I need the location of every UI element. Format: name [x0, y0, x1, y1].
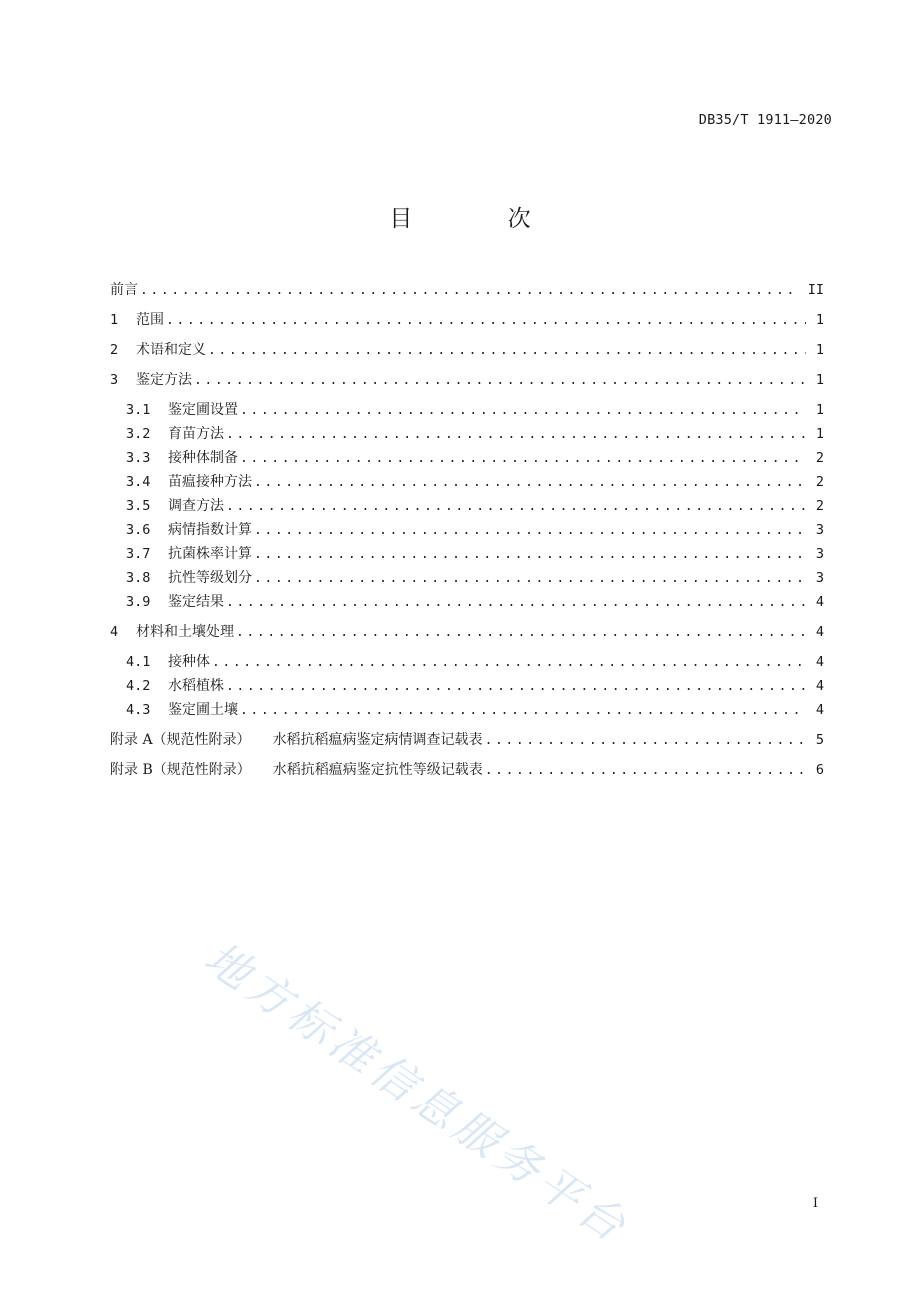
toc-leader-dots: [226, 675, 806, 699]
toc-leader-dots: [254, 471, 806, 495]
toc-page-number: 2: [815, 498, 824, 514]
toc-entry-label: 鉴定圃土壤: [168, 702, 238, 718]
toc-entry-3-5[interactable]: [110, 494, 824, 518]
toc-appendix-prefix: 附录 A（规范性附录）: [110, 732, 251, 748]
toc-entry-number: 2: [110, 342, 119, 358]
document-code: DB35/T 1911—2020: [698, 112, 832, 128]
page-title: 目 次: [389, 206, 575, 232]
toc-page-number: 4: [815, 624, 824, 640]
toc-entry-number: 3.8: [126, 570, 151, 586]
toc-entry-label: 抗菌株率计算: [168, 546, 252, 562]
toc-leader-dots: [485, 759, 806, 783]
toc-page-number: 2: [815, 474, 824, 490]
toc-entry-number: 3.3: [126, 450, 151, 466]
toc-entry-label: 鉴定圃设置: [168, 402, 238, 418]
toc-entry-terms[interactable]: [110, 338, 824, 362]
toc-page-number: 4: [815, 702, 824, 718]
toc-entry-3-3[interactable]: [110, 446, 824, 470]
toc-entry-label: 术语和定义: [136, 342, 206, 358]
toc-page-number: 3: [815, 522, 824, 538]
table-of-contents: [110, 278, 824, 782]
toc-entry-materials[interactable]: [110, 620, 824, 644]
toc-entry-4-3[interactable]: [110, 698, 824, 722]
toc-entry-label: 苗瘟接种方法: [168, 474, 252, 490]
toc-entry-label: 病情指数计算: [168, 522, 252, 538]
toc-entry-scope[interactable]: [110, 308, 824, 332]
toc-entry-appendix-b[interactable]: [110, 758, 824, 782]
toc-page-number: 1: [815, 426, 824, 442]
toc-entry-label: 水稻抗稻瘟病鉴定病情调查记载表: [272, 732, 483, 748]
toc-entry-3-8[interactable]: [110, 566, 824, 590]
toc-entry-label: 鉴定结果: [168, 594, 224, 610]
toc-entry-label: 鉴定方法: [136, 372, 192, 388]
toc-leader-dots: [212, 651, 806, 675]
toc-entry-number: 3.6: [126, 522, 151, 538]
toc-entry-label: 水稻抗稻瘟病鉴定抗性等级记载表: [272, 762, 483, 778]
toc-entry-3-4[interactable]: [110, 470, 824, 494]
toc-page-number: 4: [815, 654, 824, 670]
page-number: I: [812, 1196, 818, 1211]
toc-entry-3-1[interactable]: [110, 398, 824, 422]
toc-entry-appendix-a[interactable]: [110, 728, 824, 752]
toc-entry-3-9[interactable]: [110, 590, 824, 614]
toc-page-number: 1: [815, 402, 824, 418]
toc-entry-number: 3.2: [126, 426, 151, 442]
toc-leader-dots: [208, 339, 806, 363]
toc-entry-label: 前言: [110, 282, 138, 298]
toc-entry-3-6[interactable]: [110, 518, 824, 542]
toc-leader-dots: [240, 699, 806, 723]
toc-leader-dots: [166, 309, 806, 333]
toc-entry-number: 4.1: [126, 654, 151, 670]
toc-page-number: 4: [815, 678, 824, 694]
toc-entry-number: 3.1: [126, 402, 151, 418]
toc-entry-label: 育苗方法: [168, 426, 224, 442]
toc-entry-number: 4: [110, 624, 119, 640]
toc-leader-dots: [226, 591, 806, 615]
toc-entry-label: 材料和土壤处理: [136, 624, 234, 640]
toc-entry-label: 抗性等级划分: [168, 570, 252, 586]
toc-page-number: 2: [815, 450, 824, 466]
toc-entry-3-2[interactable]: [110, 422, 824, 446]
toc-page-number: 3: [815, 570, 824, 586]
toc-entry-4-2[interactable]: [110, 674, 824, 698]
toc-page-number: 5: [815, 732, 824, 748]
toc-entry-number: 3.7: [126, 546, 151, 562]
toc-leader-dots: [226, 423, 806, 447]
toc-leader-dots: [226, 495, 806, 519]
watermark: 地方标准信息服务平台: [195, 932, 639, 1255]
toc-entry-number: 3: [110, 372, 119, 388]
toc-entry-preface[interactable]: [110, 278, 824, 302]
toc-leader-dots: [254, 543, 806, 567]
toc-leader-dots: [485, 729, 806, 753]
toc-leader-dots: [240, 399, 806, 423]
toc-leader-dots: [240, 447, 806, 471]
toc-entry-number: 4.3: [126, 702, 151, 718]
toc-entry-number: 3.4: [126, 474, 151, 490]
toc-entry-label: 接种体: [168, 654, 210, 670]
toc-entry-number: 1: [110, 312, 119, 328]
toc-entry-label: 调查方法: [168, 498, 224, 514]
toc-appendix-prefix: 附录 B（规范性附录）: [110, 762, 251, 778]
toc-leader-dots: [254, 519, 806, 543]
toc-leader-dots: [194, 369, 806, 393]
toc-page-number: 1: [815, 312, 824, 328]
toc-entry-label: 范围: [136, 312, 164, 328]
toc-page-number: II: [807, 282, 824, 298]
toc-entry-number: 3.5: [126, 498, 151, 514]
toc-entry-3-7[interactable]: [110, 542, 824, 566]
toc-entry-number: 3.9: [126, 594, 151, 610]
toc-entry-label: 水稻植株: [168, 678, 224, 694]
toc-leader-dots: [140, 279, 800, 303]
toc-page-number: 6: [815, 762, 824, 778]
toc-page-number: 4: [815, 594, 824, 610]
toc-entry-label: 接种体制备: [168, 450, 238, 466]
toc-entry-methods[interactable]: [110, 368, 824, 392]
toc-page-number: 1: [815, 372, 824, 388]
toc-entry-number: 4.2: [126, 678, 151, 694]
toc-page-number: 3: [815, 546, 824, 562]
toc-leader-dots: [254, 567, 806, 591]
toc-entry-4-1[interactable]: [110, 650, 824, 674]
toc-page-number: 1: [815, 342, 824, 358]
toc-leader-dots: [236, 621, 806, 645]
